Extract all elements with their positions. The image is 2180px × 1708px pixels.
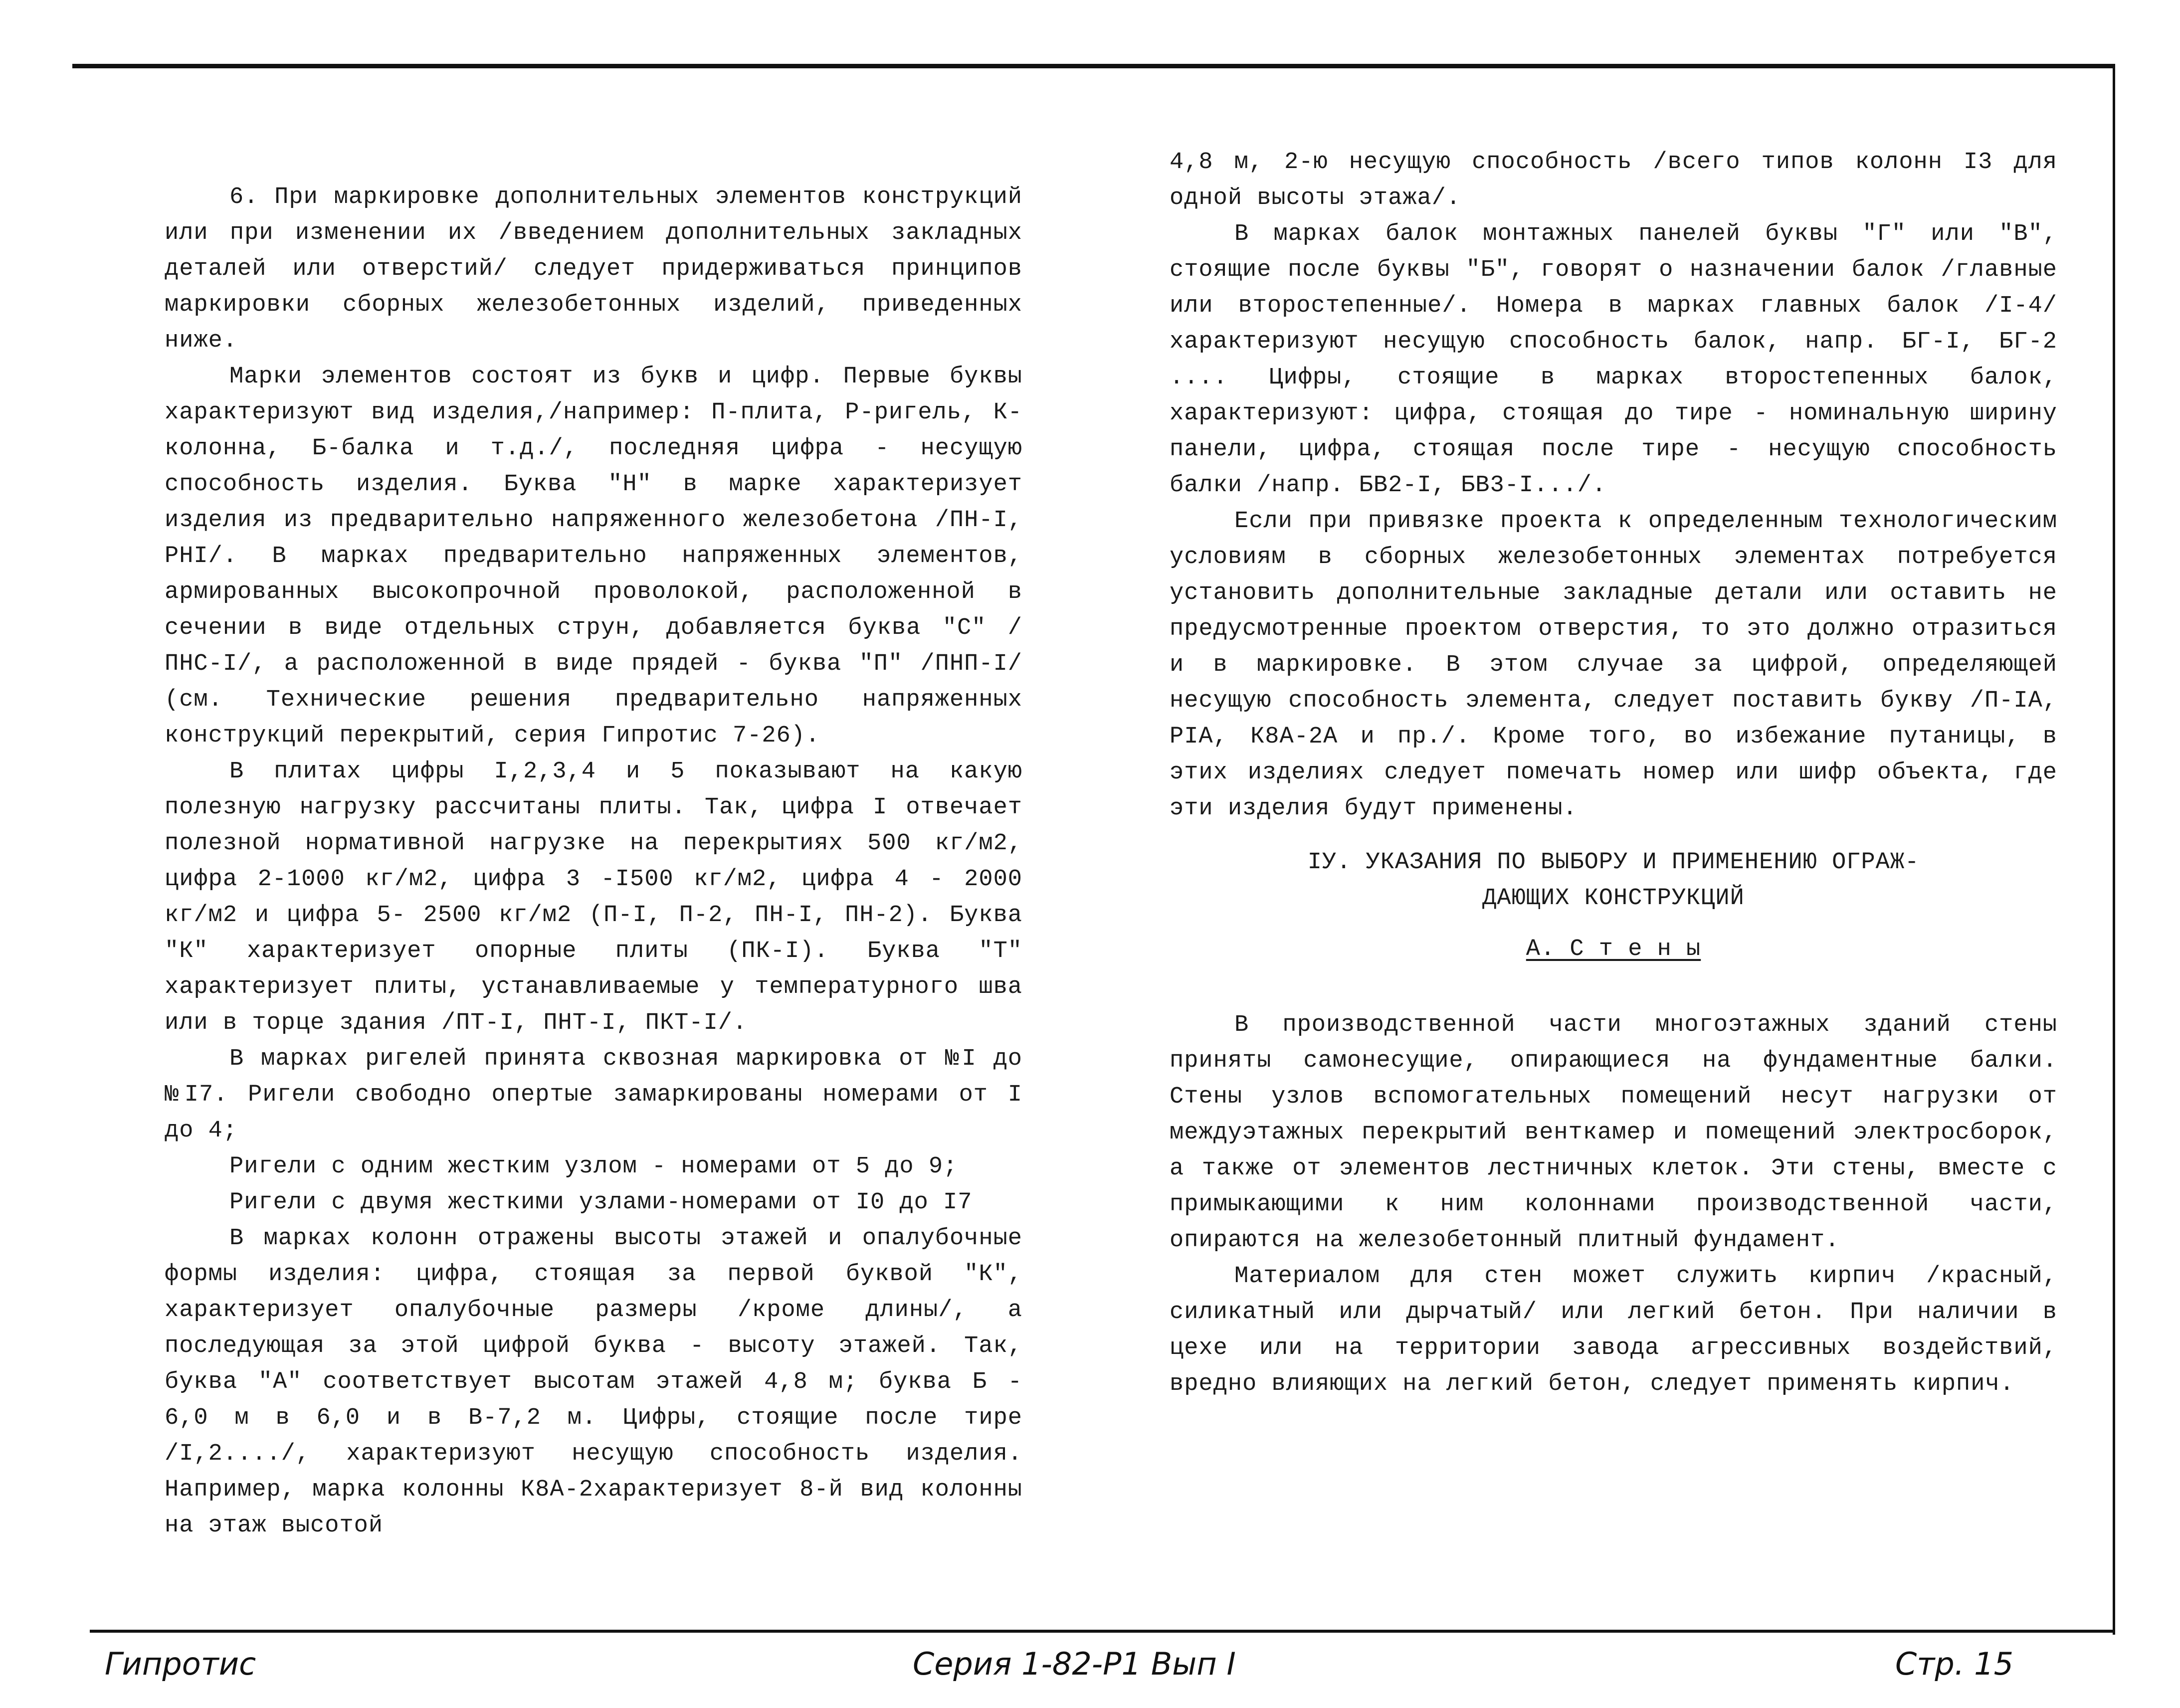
- section-heading-line-2: ДАЮЩИХ КОНСТРУКЦИЙ: [1482, 885, 1745, 912]
- left-paragraph-5: В марках колонн отражены высоты этажей и опалубочные формы изделия: цифра, стоящая за первой буквой "К", характеризует опалубочные размеры /кроме длины/, а последующая за этой цифрой буква - высоту этажей. Так, буква "А" соответствует высотам этажей 4,8 м; буква Б - 6,0 м в 6,0 и в В-7,2 м. Цифры, стоящие после тире /I,2..../, характеризуют несущую способность изделия. Например, марка колонны К8А-2характеризует 8-й вид колонны на этаж высотой: [165, 1225, 1022, 1539]
- right-margin-rule: [2113, 64, 2115, 1635]
- left-paragraph-3: В плитах цифры I,2,3,4 и 5 показывают на какую полезную нагрузку рассчитаны плиты. Так, цифра I отвечает полезной нормативной нагрузке на перекрытиях 500 кг/м2, цифра 2-1000 кг/м2, цифра 3 -I500 кг/м2, цифра 4 - 2000 кг/м2 и цифра 5- 2500 кг/м2 (П-I, П-2, ПН-I, ПН-2). Буква "К" характеризует опорные плиты (ПК-I). Буква "Т" характеризует плиты, устанавливаемые у температурного шва или в торце здания /ПТ-I, ПНТ-I, ПКТ-I/.: [165, 759, 1022, 1036]
- section-heading-line-1: IУ. УКАЗАНИЯ ПО ВЫБОРУ И ПРИМЕНЕНИЮ ОГРАЖ-: [1307, 849, 1920, 876]
- left-paragraph-4: В марках ригелей принята сквозная маркировка от №I до №I7. Ригели свободно опертые замаркированы номерами от I до 4;: [165, 1046, 1022, 1144]
- left-line-1: Ригели с одним жестким узлом - номерами от 5 до 9;: [229, 1153, 958, 1180]
- right-paragraph-2: В марках балок монтажных панелей буквы "Г" или "В", стоящие после буквы "Б", говорят о назначении балок /главные или второстепенные/. Номера в марках главных балок /I-4/ характеризуют несущую способность балок, напр. БГ-I, БГ-2 .... Цифры, стоящие в марках второстепенных балок, характеризуют: цифра, стоящая до тире - номинальную ширину панели, цифра, стоящая после тире - несущую способность балки /напр. БВ2-I, БВ3-I.../.: [1170, 221, 2057, 499]
- footer-series: Серия 1-82-Р1 Вып I: [913, 1646, 1236, 1682]
- right-column: [1170, 145, 2057, 1402]
- left-column: [165, 180, 1022, 1544]
- right-paragraph-1: 4,8 м, 2-ю несущую способность /всего типов колонн I3 для одной высоты этажа/.: [1170, 149, 2057, 211]
- bottom-rule: [90, 1630, 2115, 1633]
- left-paragraph-2: Марки элементов состоят из букв и цифр. Первые буквы характеризуют вид изделия,/например: П-плита, Р-ригель, К-колонна, Б-балка и т.д./, последняя цифра - несущую способность изделия. Буква "Н" в марке характеризует изделия из предварительно напряженного железобетона /ПН-I, РНI/. В марках предварительно напряженных элементов, армированных высокопрочной проволокой, расположенной в сечении в виде отдельных струн, добавляется буква "С" /ПНС-I/, а расположенной в виде прядей - буква "П" /ПНП-I/ (см. Технические решения предварительно напряженных конструкций перекрытий, серия Гипротис 7-26).: [165, 364, 1022, 749]
- right-paragraph-5: Материалом для стен может служить кирпич /красный, силикатный или дырчатый/ или легкий бетон. При наличии в цехе или на территории завода агрессивных воздействий, вредно влияющих на легкий бетон, следует применять кирпич.: [1170, 1263, 2057, 1397]
- subsection-heading: А. С т е н ы: [1526, 936, 1701, 962]
- right-paragraph-4: В производственной части многоэтажных зданий стены приняты самонесущие, опирающиеся на фундаментные балки. Стены узлов вспомогательных помещений несут нагрузки от междуэтажных перекрытий венткамер и помещений электросборок, а также от элементов лестничных клеток. Эти стены, вместе с примыкающими к ним колоннами производственной части, опираются на железобетонный плитный фундамент.: [1170, 1012, 2057, 1254]
- left-paragraph-1: 6. При маркировке дополнительных элементов конструкций или при изменении их /введением дополнительных закладных деталей или отверстий/ следует придерживаться принципов маркировки сборных железобетонных изделий, приведенных ниже.: [165, 184, 1022, 354]
- right-paragraph-3: Если при привязке проекта к определенным технологическим условиям в сборных железобетонных элементах потребуется установить дополнительные закладные детали или оставить не предусмотренные проектом отверстия, то это должно отразиться и в маркировке. В этом случае за цифрой, определяющей несущую способность элемента, следует поставить букву /П-IА, РIА, К8А-2А и пр./. Кроме того, во избежание путаницы, в этих изделиях следует помечать номер или шифр объекта, где эти изделия будут применены.: [1170, 508, 2057, 822]
- footer-organization: Гипротис: [105, 1646, 256, 1682]
- footer-page-number: Стр. 15: [1895, 1646, 2014, 1682]
- top-rule: [72, 64, 2115, 68]
- left-line-2: Ригели с двумя жесткими узлами-номерами от I0 до I7: [229, 1189, 973, 1216]
